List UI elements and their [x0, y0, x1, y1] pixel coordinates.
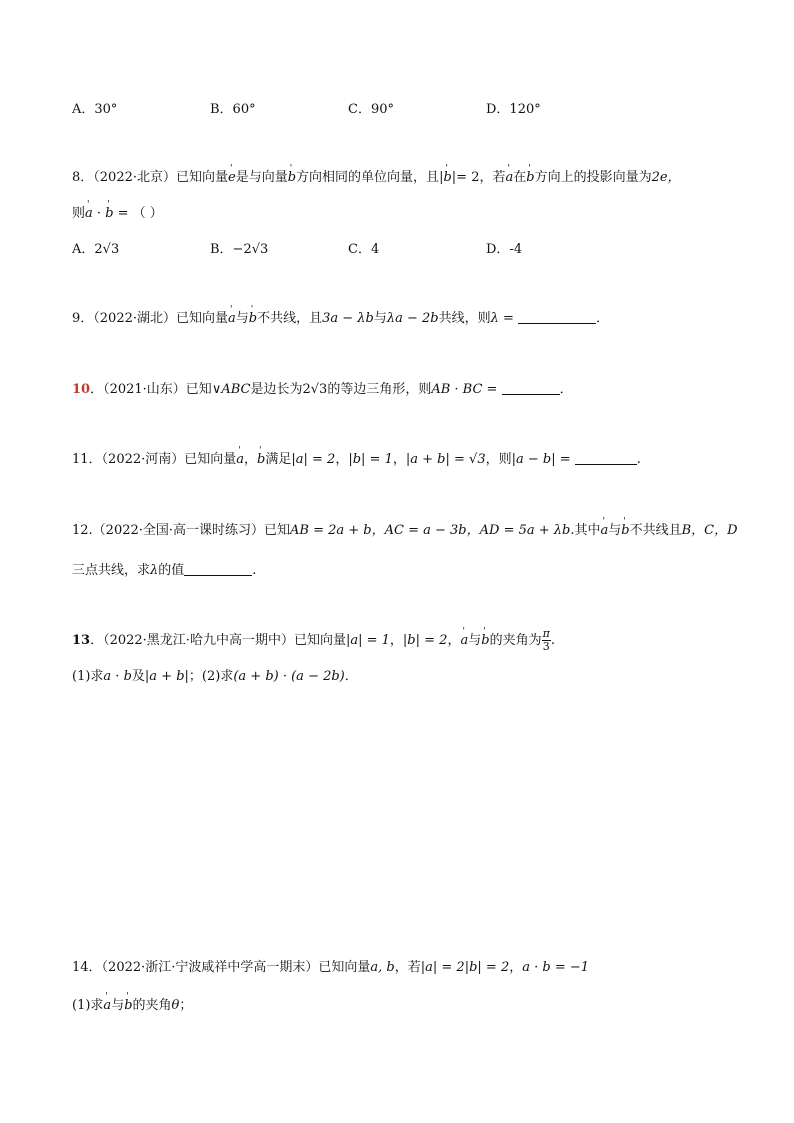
vector-a: ' a: [600, 521, 608, 541]
q11-answer-blank[interactable]: [575, 450, 637, 465]
vector-b: ' b: [288, 168, 296, 188]
q7-option-d: D．120°: [486, 102, 541, 117]
q8-option-a: A．2√3: [72, 242, 120, 257]
q11-comma: ，: [335, 452, 349, 467]
q12-lambda: λ: [150, 563, 159, 578]
q13-t2: 的夹角为: [489, 633, 542, 648]
q9-t1: 与: [235, 311, 249, 326]
q13-cond1: |a| = 1: [345, 633, 390, 648]
q10-prefix: ．（2021·山东）已知: [90, 382, 212, 397]
q10-length: 2√3: [302, 382, 328, 397]
q13-line2f: (a + b) · (a − 2b): [233, 669, 345, 684]
q9-stem: [72, 309, 609, 329]
q10-expr: AB · BC =: [431, 382, 498, 397]
vector-b: ' b: [526, 168, 534, 188]
q10-number: 10: [72, 382, 91, 397]
q9-t2: 不共线，且: [257, 311, 323, 326]
q14-subq: [72, 996, 192, 1016]
q8-option-c: C．4: [348, 242, 380, 257]
q11-stem: [72, 450, 641, 470]
q10-answer-blank[interactable]: [502, 380, 560, 395]
q8-text5: 方向上的投影向量为: [534, 170, 652, 185]
q14-cond1: |a| = 2|b| = 2: [420, 960, 510, 975]
q14-line2c: 的夹角: [132, 998, 172, 1013]
vector-b: ' b: [124, 996, 132, 1016]
q13-prefix: ．（2022·黑龙江·哈九中高一期中）已知向量: [90, 633, 346, 648]
q12-end: .: [252, 563, 257, 578]
q11-ask: |a − b| =: [511, 452, 571, 467]
vector-b: ' b: [249, 309, 257, 329]
q13-line2g: ．: [344, 669, 358, 684]
q8-option-b: B．−2√3: [210, 242, 269, 257]
q7-option-c: C．90°: [348, 102, 394, 117]
q9-end: ．: [596, 311, 610, 326]
q14-line2a: (1)求: [72, 998, 104, 1013]
q7-option-b: B．60°: [210, 102, 256, 117]
vector-a: ' a: [236, 450, 244, 470]
q13-line2b: a · b: [103, 669, 132, 684]
q9-t3: 与: [373, 311, 387, 326]
q8-option-d: D．-4: [486, 242, 523, 257]
q13-frac-den: 3: [542, 640, 550, 653]
vector-a: ' a: [505, 168, 513, 188]
q9-expr2: λa − 2b: [386, 311, 439, 326]
q11-t3: ，则: [485, 452, 512, 467]
q11-cond1: |a| = 2: [291, 452, 336, 467]
q13-number: 13: [72, 633, 91, 648]
q10-triangle: ∨ABC: [211, 382, 251, 397]
q9-expr1: 3a − λb: [322, 311, 374, 326]
q12-stem-line2: [72, 561, 256, 581]
q13-frac-num: π: [542, 627, 550, 640]
vector-b: ' b: [481, 631, 489, 651]
vector-e: ' e: [228, 168, 236, 188]
q9-prefix: 9．（2022·湖北）已知向量: [72, 311, 228, 326]
q11-cond3: |a + b| = √3: [405, 452, 486, 467]
q11-end: .: [636, 452, 641, 467]
q7-option-a: A．30°: [72, 102, 118, 117]
q13-angle-fraction: [542, 628, 551, 653]
vector-b: ' b: [443, 168, 451, 188]
q10-end: ．: [559, 382, 573, 397]
q8-text4: 在: [513, 170, 527, 185]
q9-lambda: λ =: [490, 311, 514, 326]
q14-line2e: ；: [179, 998, 193, 1013]
q11-cond2: |b| = 1: [348, 452, 393, 467]
q12-t3: 不共线且: [629, 523, 682, 538]
q10-stem: [72, 380, 573, 400]
q8-text1: 是与向量: [235, 170, 288, 185]
q8-line2-end: = （ ）: [113, 206, 163, 221]
q14-t1: ，若: [394, 960, 421, 975]
vector-a: ' a: [85, 204, 93, 224]
q12-stem: [72, 521, 738, 541]
q9-answer-blank[interactable]: [518, 309, 596, 324]
q14-line2b: 与: [111, 998, 125, 1013]
q13-stem: [72, 628, 555, 653]
q9-t4: 共线，则: [438, 311, 491, 326]
q8-prefix: 8．（2022·北京）已知向量: [72, 170, 228, 185]
vector-a: ' a: [103, 996, 111, 1016]
vector-b: ' b: [105, 204, 113, 224]
q14-comma: ，: [509, 960, 523, 975]
q13-cond2: |b| = 2: [402, 633, 448, 648]
q8-proj: 2e，: [651, 170, 681, 185]
vector-a: ' a: [228, 309, 236, 329]
q13-line2a: (1)求: [72, 669, 104, 684]
q11-prefix: 11．（2022·河南）已知向量: [72, 452, 237, 467]
q14-vectors: a, b: [370, 960, 395, 975]
vector-b: ' b: [257, 450, 265, 470]
q11-t2: 满足: [265, 452, 292, 467]
q8-text3: = 2，若: [456, 170, 506, 185]
q11-t1: ，: [244, 452, 258, 467]
q13-line2c: 及: [131, 669, 145, 684]
q14-stem: [72, 958, 589, 978]
q13-t1: 与: [468, 633, 482, 648]
q12-expr: AB = 2a + b，AC = a − 3b，AD = 5a + λb: [290, 523, 571, 538]
q8-stem-line2: 则' a · ' b = （ ）: [72, 204, 163, 224]
q8-line2: 则: [72, 206, 86, 221]
q13-comma: ，: [389, 633, 403, 648]
q8-stem: 8．（2022·北京）已知向量' e是与向量' b方向相同的单位向量，且|' b|= 2，若' a在' b方向上的投影向量为2e，: [72, 168, 681, 188]
q8-text2: 方向相同的单位向量，且: [296, 170, 440, 185]
q12-t1: .其中: [570, 523, 601, 538]
q11-comma: ，: [392, 452, 406, 467]
q13-subq: [72, 667, 358, 687]
q12-t2: 与: [608, 523, 622, 538]
q14-theta: θ: [171, 998, 180, 1013]
q13-end: .: [550, 633, 555, 648]
vector-a: ' a: [460, 631, 468, 651]
q14-prefix: 14．（2022·浙江·宁波咸祥中学高一期末）已知向量: [72, 960, 371, 975]
q10-t1: 是边长为: [250, 382, 303, 397]
q12-line2c: 的值: [158, 563, 185, 578]
vector-b: ' b: [621, 521, 629, 541]
q13-comma: ，: [447, 633, 461, 648]
q14-cond2: a · b = −1: [522, 960, 590, 975]
q13-line2d: |a + b|: [144, 669, 189, 684]
q12-answer-blank[interactable]: [184, 561, 252, 576]
q12-points: B，C，D: [681, 523, 738, 538]
q12-prefix: 12.（2022·全国·高一课时练习）已知: [72, 523, 291, 538]
q13-line2e: ；(2)求: [188, 669, 234, 684]
q12-line2: 三点共线，求: [72, 563, 151, 578]
q10-t2: 的等边三角形，则: [327, 382, 432, 397]
